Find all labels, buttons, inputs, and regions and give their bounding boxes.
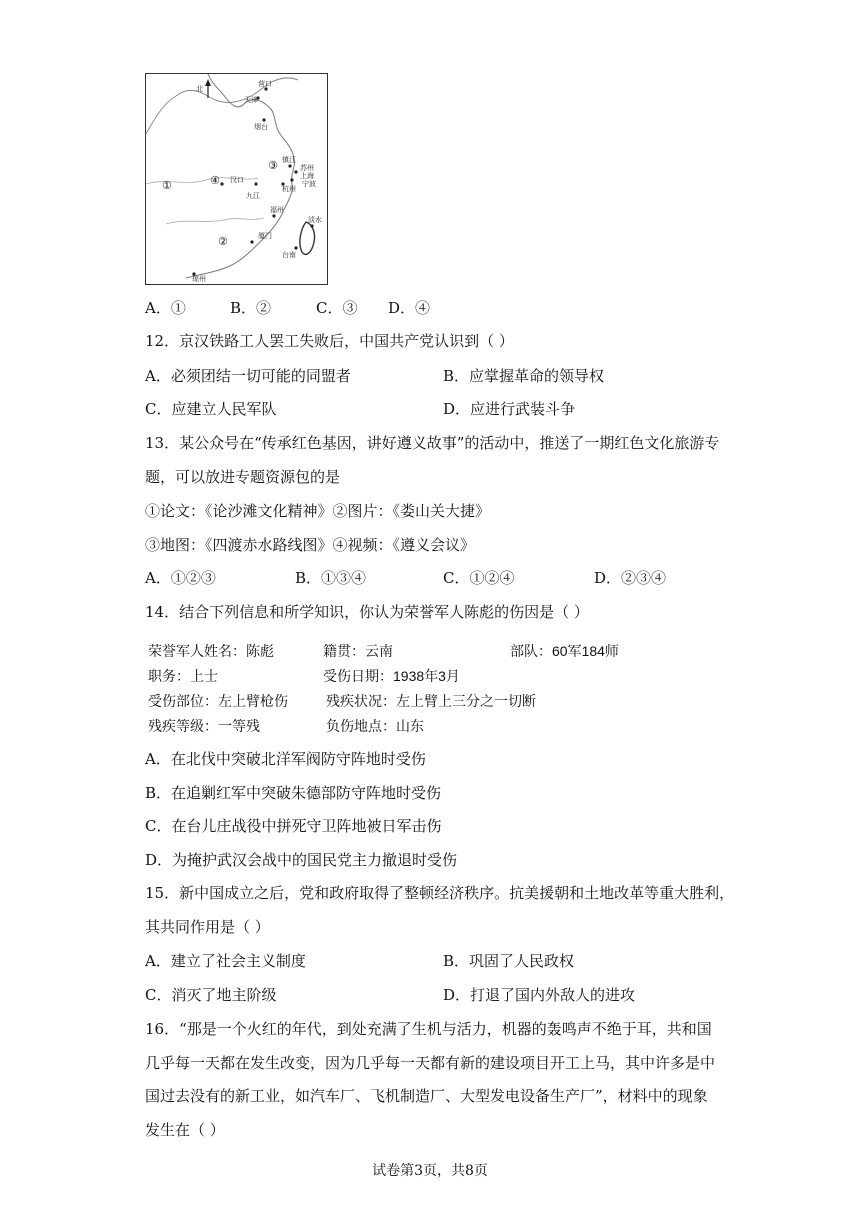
info-disability-grade: 残疾等级：一等残	[148, 718, 260, 734]
page-footer: 试卷第3页，共8页	[372, 1163, 488, 1179]
q13-option-c: C．①②④	[443, 569, 515, 587]
q14-option-a: A．在北伐中突破北洋军阀防守阵地时受伤	[145, 750, 426, 768]
map-marker-3: ③	[268, 159, 278, 172]
city-xiamen: 厦门	[258, 232, 272, 240]
city-fuzhou: 福州	[270, 206, 284, 214]
coastal-ports-map	[145, 73, 328, 285]
info-disability-status: 残疾状况：左上臂上三分之一切断	[326, 693, 536, 709]
q16-line-1: 16．“那是一个火红的年代，到处充满了生机与活力，机器的轰鸣声不绝于耳，共和国	[145, 1020, 712, 1038]
q12-option-b: B．应掌握革命的领导权	[443, 367, 605, 385]
city-qiongzhou: 琼州	[192, 275, 206, 283]
q13-items-line-2: ③地图：《四渡赤水路线图》④视频：《遵义会议》	[145, 536, 476, 554]
q11-option-d: D．④	[388, 299, 431, 317]
q13-stem-line-1: 13．某公众号在“传承红色基因，讲好遵义故事”的活动中，推送了一期红色文化旅游专	[145, 434, 720, 452]
q14-stem: 14．结合下列信息和所学知识，你认为荣誉军人陈彪的伤因是（ ）	[145, 603, 589, 621]
q15-option-a: A．建立了社会主义制度	[145, 952, 306, 970]
q13-option-d: D．②③④	[594, 569, 667, 587]
info-unit: 部队：60军184师	[510, 643, 619, 659]
q13-option-a: A．①②③	[145, 569, 216, 587]
q14-option-b: B．在追剿红军中突破朱德部防守阵地时受伤	[145, 784, 442, 802]
city-suzhou: 苏州	[300, 164, 314, 172]
q13-option-b: B．①③④	[295, 569, 367, 587]
q15-stem-line-1: 15．新中国成立之后，党和政府取得了整顿经济秩序。抗美援朝和土地改革等重大胜利，	[145, 884, 735, 902]
q13-items-line-1: ①论文：《论沙滩文化精神》②图片：《娄山关大捷》	[145, 502, 491, 520]
city-ningbo: 宁波	[302, 180, 316, 188]
q15-stem-line-2: 其共同作用是（ ）	[145, 918, 270, 936]
map-marker-1: ①	[162, 179, 172, 192]
city-tianjin: 天津	[244, 96, 258, 104]
q15-option-b: B．巩固了人民政权	[443, 952, 575, 970]
q11-option-a: A．①	[145, 299, 186, 317]
info-origin: 籍贯：云南	[323, 643, 393, 659]
q11-option-c: C．③	[316, 299, 358, 317]
q16-line-4: 发生在（ ）	[145, 1121, 225, 1139]
q15-option-c: C．消灭了地主阶级	[145, 986, 277, 1004]
q12-option-c: C．应建立人民军队	[145, 400, 277, 418]
q11-option-b: B．②	[230, 299, 272, 317]
q13-stem-line-2: 题，可以放进专题资源包的是	[145, 468, 341, 486]
city-tainan: 台南	[282, 251, 296, 259]
info-rank: 职务：上士	[148, 668, 218, 684]
city-yantai: 烟台	[254, 123, 268, 131]
q16-line-2: 几乎每一天都在发生改变，因为几乎每一天都有新的建设项目开工上马，其中许多是中	[145, 1054, 716, 1072]
q15-option-d: D．打退了国内外敌人的进攻	[443, 986, 636, 1004]
city-yingkou: 营口	[258, 80, 272, 88]
map-marker-4: ④	[210, 174, 220, 187]
map-marker-2: ②	[218, 235, 228, 248]
city-zhenjiang: 镇江	[282, 156, 296, 164]
q14-option-c: C．在台儿庄战役中拼死守卫阵地被日军击伤	[145, 817, 442, 835]
city-hankou: 汉口	[230, 176, 244, 184]
info-injury-place: 负伤地点：山东	[326, 718, 424, 734]
q12-stem: 12．京汉铁路工人罢工失败后，中国共产党认识到（ ）	[145, 332, 514, 350]
city-hangzhou: 杭州	[282, 185, 296, 193]
city-jiujiang: 九江	[246, 192, 260, 200]
info-name: 荣誉军人姓名：陈彪	[148, 643, 274, 659]
info-injury-site: 受伤部位：左上臂枪伤	[148, 693, 288, 709]
q16-line-3: 国过去没有的新工业，如汽车厂、飞机制造厂、大型发电设备生产厂”，材料中的现象	[145, 1087, 708, 1105]
q14-option-d: D．为掩护武汉会战中的国民党主力撤退时受伤	[145, 851, 458, 869]
q12-option-a: A．必须团结一切可能的同盟者	[145, 367, 351, 385]
city-danshui: 淡水	[308, 216, 322, 224]
city-shanghai: 上海	[300, 172, 314, 180]
info-injury-date: 受伤日期：1938年3月	[323, 668, 460, 684]
q12-option-d: D．应进行武装斗争	[443, 400, 576, 418]
north-label: 北	[196, 85, 203, 93]
